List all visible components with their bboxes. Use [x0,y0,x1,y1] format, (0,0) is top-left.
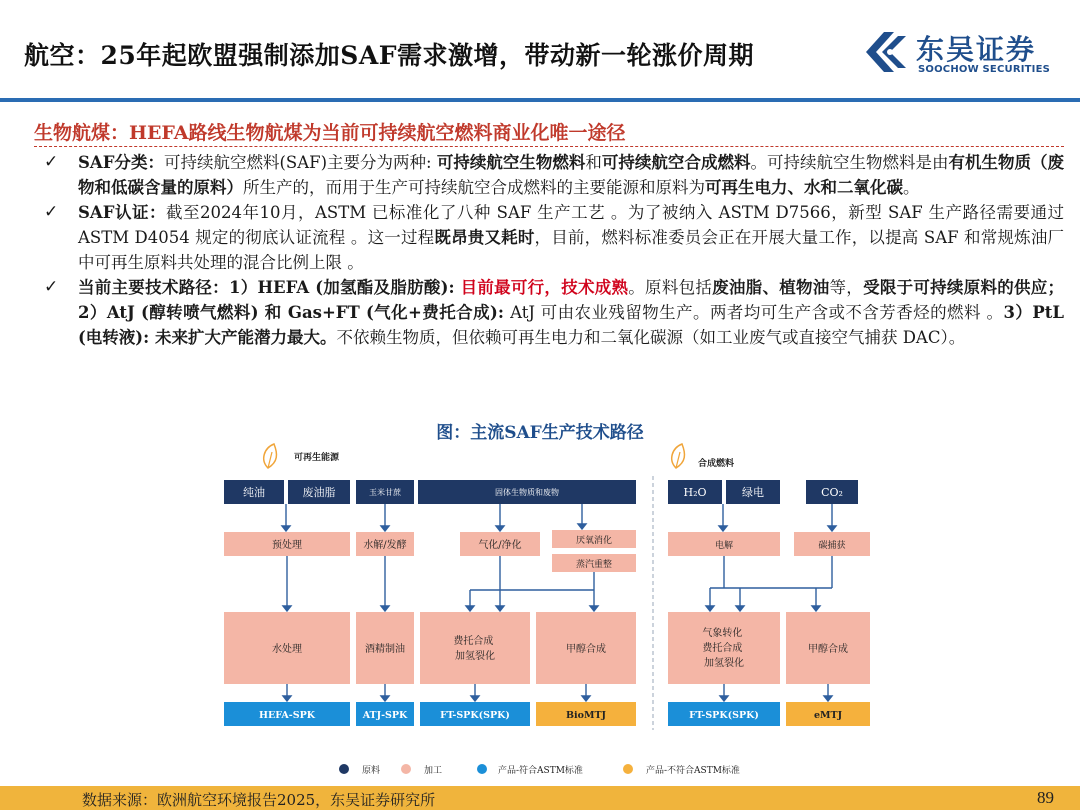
soochow-logo [860,28,1060,78]
bullet-segment: 截至2024年10月，ASTM 已标准化了八种 SAF 生产工艺 。为了被纳入 ASTM D7566，新型 SAF 生产路径需要通过 ASTM D4054 规定的彻底认证流程 。这一过程 [78,203,1064,247]
raw-label: H₂O [683,486,707,499]
bullet-segment: 不依赖生物质，但依赖可再生电力和二氧化碳源（如工业废气或直接空气捕获 DAC）。 [336,328,966,347]
bullet-segment: 。 [903,178,920,197]
bullet-segment: 3）PtL (电转液): 未来扩大产能潜力最大。 [78,303,1064,347]
process-label: 水处理 [272,644,302,655]
legend-dot-process [401,764,411,774]
product-label: ATJ-SPK [362,710,408,721]
check-icon: ✓ [44,277,59,297]
legend-label: 产品-符合ASTM标准 [498,766,583,776]
page-number: 89 [1037,788,1054,807]
group-label-renewable: 可再生能源 [294,453,340,463]
bullet-segment: 可持续航空合成燃料 [601,153,751,172]
process-box-ft-synthesis [420,612,530,684]
bullet-saf-classification [44,150,1064,200]
process-label: 碳捕获 [818,541,846,551]
header [0,0,1080,100]
process-label: 厌氧消化 [575,536,613,546]
process-label: 水解/发酵 [363,540,407,551]
data-source: 数据来源：欧洲航空环境报告2025，东吴证券研究所 [82,791,436,809]
bullet-text [78,153,1064,197]
check-icon: ✓ [44,152,59,172]
legend [339,764,740,776]
legend-dot-product-astm [477,764,487,774]
legend-dot-raw [339,764,349,774]
check-icon: ✓ [44,202,59,222]
bullet-list [44,150,1064,350]
bullet-segment: SAF分类： [78,153,164,172]
synthetic-leaf-icon [672,444,685,468]
raw-label: CO₂ [821,486,843,499]
legend-label: 原料 [362,766,381,776]
bullet-tech-pathways [44,275,1064,350]
rwgs-line-1: 气象转化 [702,628,743,639]
arrows-row3 [283,684,832,701]
bullet-segment: 等， [829,278,864,297]
bullet-segment: ，目前，燃料标准委员会正在开展大量工作，以提高 SAF 和常规炼油厂中可再生原料共处理的混合比例上限 。 [78,228,1065,272]
raw-label: 玉米甘蔗 [369,488,401,497]
rwgs-line-2: 费托合成 [702,643,743,654]
group-label-synthetic: 合成燃料 [698,459,735,469]
raw-label: 废油脂 [302,486,336,499]
process-label: 酒精制油 [365,644,405,655]
section-title: 生物航煤：HEFA路线生物航煤为当前可持续航空燃料商业化唯一途径 [34,122,626,144]
ft-line-1: 费托合成 [453,636,494,647]
process-label: 甲醇合成 [808,644,848,655]
ft-line-2: 加氢裂化 [455,651,495,662]
process-label: 甲醇合成 [566,644,606,655]
raw-label: 纯油 [243,486,265,499]
arrows-row1 [282,504,836,531]
product-label: eMTJ [813,710,843,721]
bullet-segment: 。原料包括 [628,278,713,297]
bullet-segment: ；2）AtJ (醇转喷气燃料) 和 Gas+FT (气化+费托合成): [78,278,1065,322]
product-label: FT-SPK(SPK) [689,710,759,721]
product-label: HEFA-SPK [259,710,315,721]
bullet-segment: 受限于可持续原料的供应 [863,278,1048,297]
bullet-segment: 所生产的，而用于生产可持续航空合成燃料的主要能源和原料为 [243,178,705,197]
soochow-logo-icon [860,28,910,76]
saf-pathway-diagram [210,440,890,785]
raw-label: 固体生物质和废物 [495,488,559,497]
bullet-segment: 可再生电力、水和二氧化碳 [705,178,903,197]
bullet-segment: 既昂贵又耗时 [434,228,535,247]
process-label: 蒸汽重整 [575,560,613,570]
process-label: 电解 [714,541,734,551]
footer-bar [0,786,1080,810]
saf-pathway-svg [210,440,890,785]
process-label: 气化/净化 [478,540,522,551]
legend-label: 产品-不符合ASTM标准 [646,766,740,776]
bullet-segment: 可持续航空生物燃料 [436,153,586,172]
bullet-text [78,203,1064,272]
bullet-segment: 可持续航空燃料(SAF)主要分为两种: [163,153,437,172]
product-label: BioMTJ [565,710,607,721]
rwgs-line-3: 加氢裂化 [704,658,744,669]
bullet-text [78,278,1064,347]
renewable-leaf-icon [264,444,277,468]
header-rule [0,98,1080,102]
bullet-segment: 1）HEFA (加氢酯及脂肪酸): [228,278,461,297]
logo-text-en: SOOCHOW SECURITIES [918,64,1051,75]
bullet-segment: AtJ 可由农业残留物生产。两者均可生产含或不含芳香烃的燃料 。 [510,303,1004,322]
bullet-segment: 目前最可行，技术成熟 [460,278,629,297]
legend-dot-product-non [623,764,633,774]
bullet-segment: 废油脂、植物油 [712,278,830,297]
figure-title: 图：主流SAF生产技术路径 [436,423,644,443]
process-label [702,626,745,669]
bullet-segment: SAF认证： [78,203,166,222]
bullet-segment: 。可持续航空生物燃料是由 [750,153,949,172]
page-title: 航空：25年起欧盟强制添加SAF需求激增，带动新一轮涨价周期 [24,41,754,70]
legend-label: 加工 [424,766,443,776]
section-divider [34,146,1064,147]
raw-label: 绿电 [742,486,764,499]
bullet-saf-certification [44,200,1064,275]
logo-text-cn: 东吴证券 [916,33,1037,66]
process-label: 预处理 [272,540,302,551]
product-label: FT-SPK(SPK) [440,710,510,721]
bullet-segment: 有机生物质（废物和低碳含量的原料） [78,153,1065,197]
bullet-segment: 当前主要技术路径： [78,278,229,297]
bullet-segment: 和 [585,153,602,172]
